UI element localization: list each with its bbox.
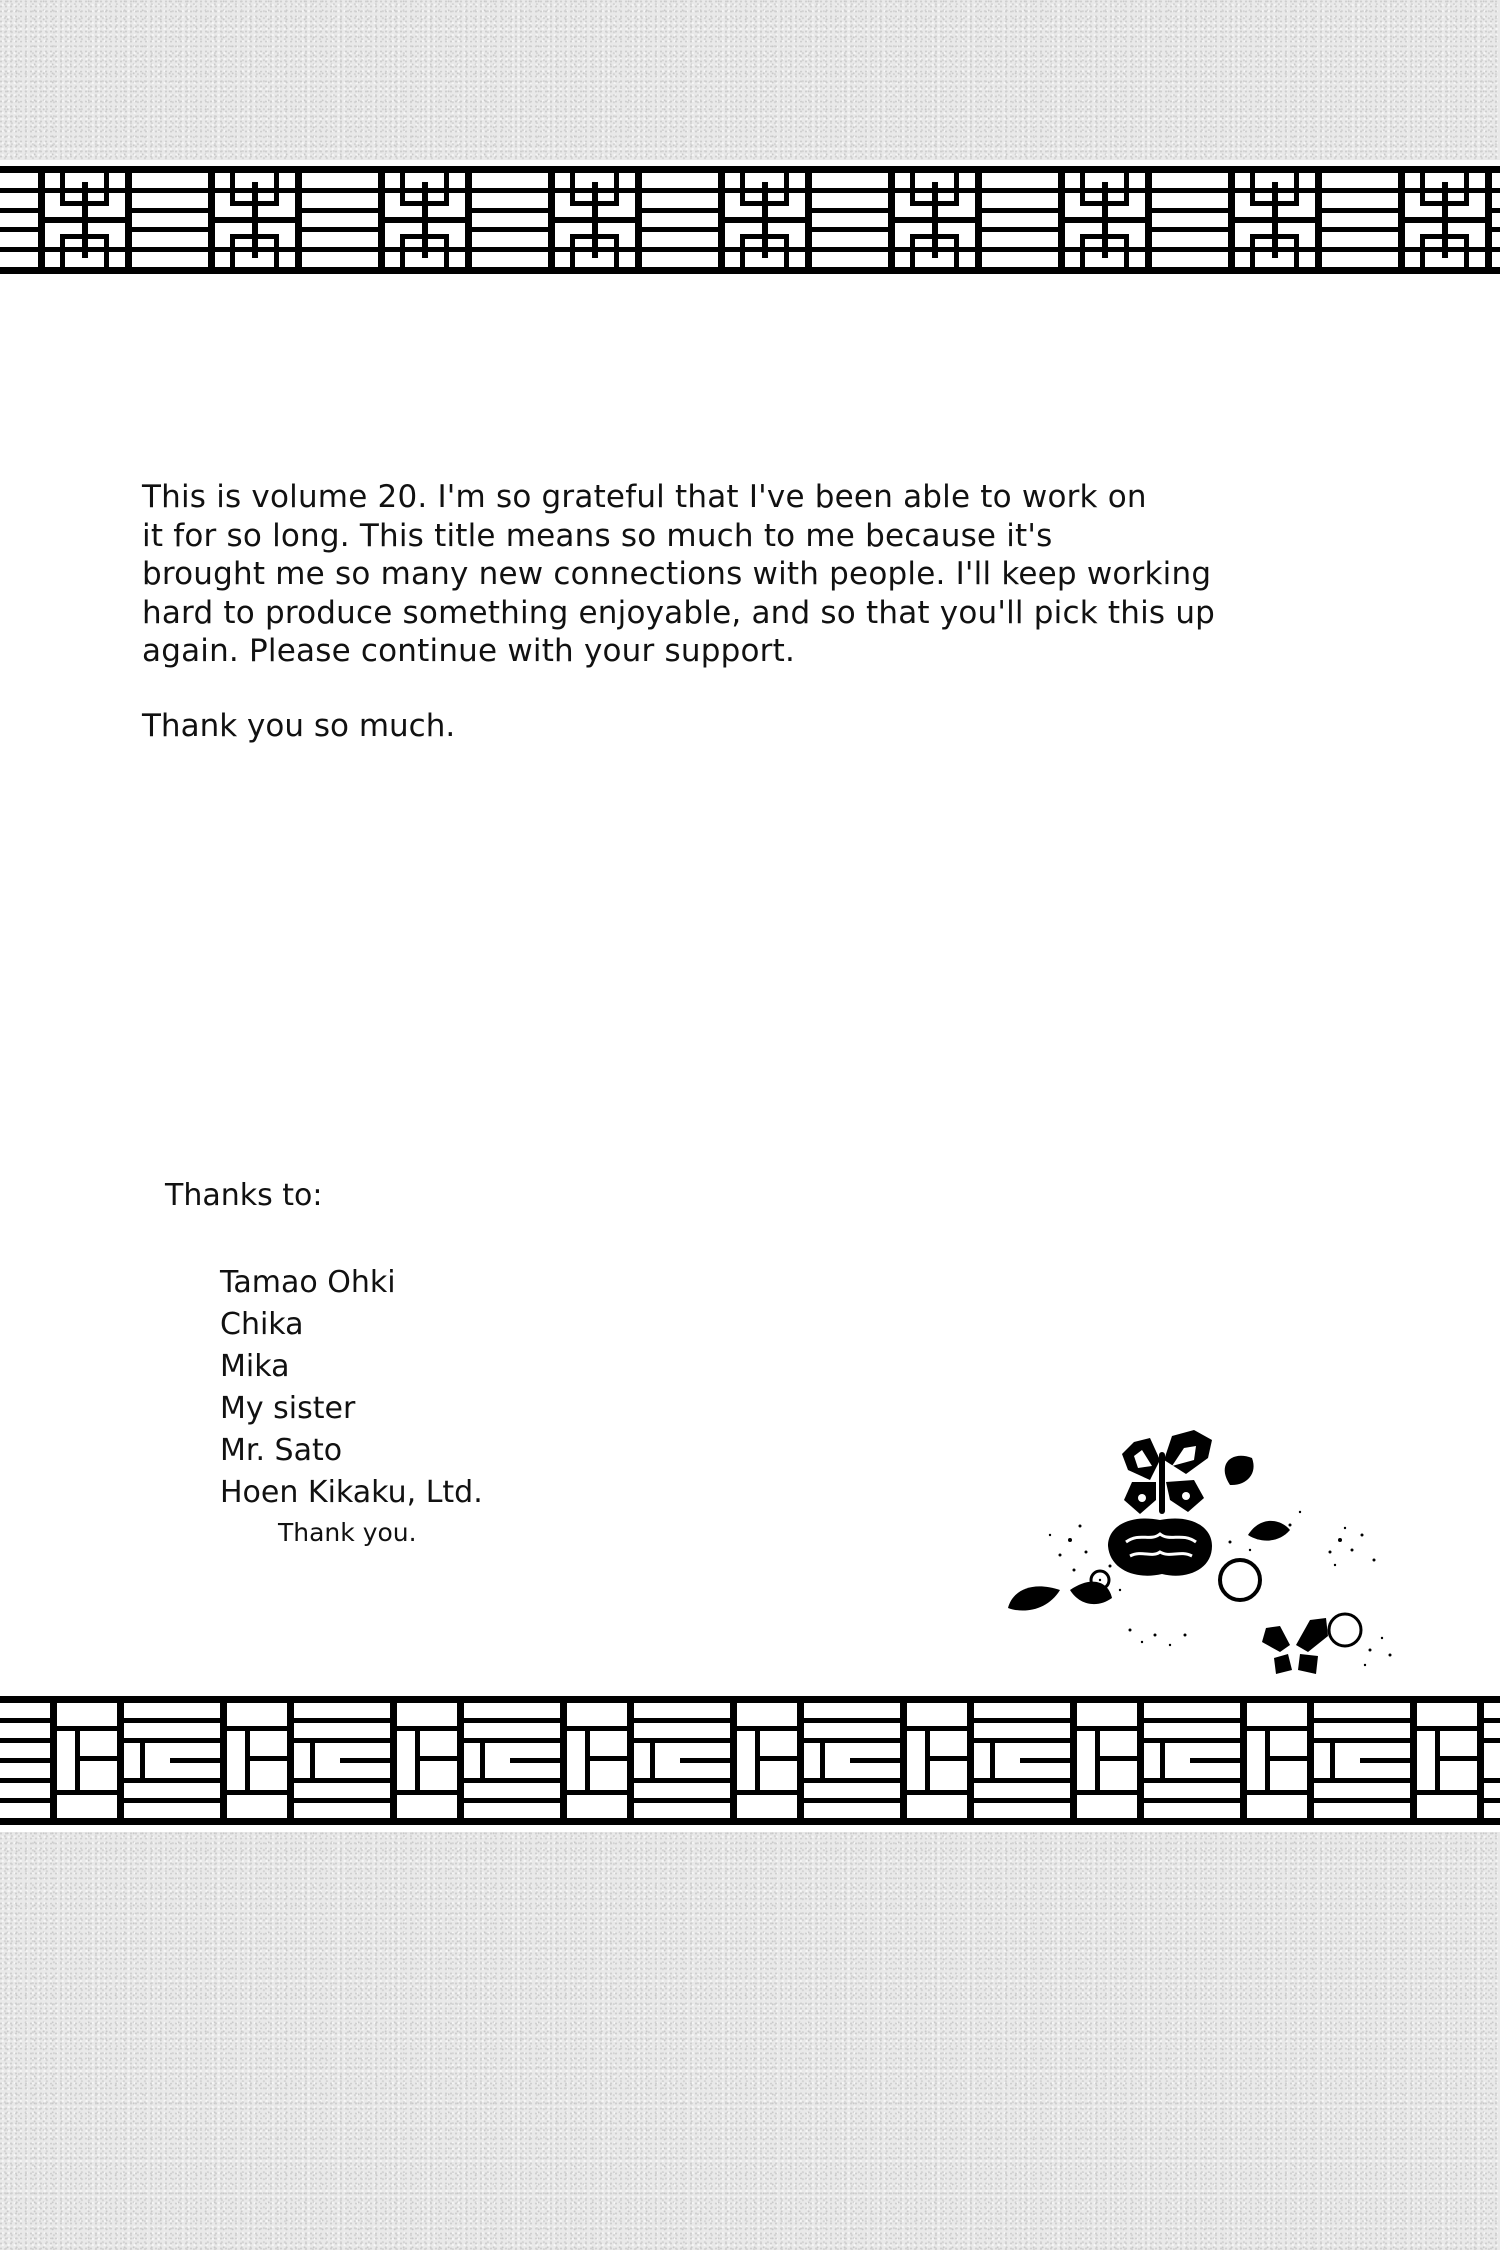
lattice-pattern-bottom-icon: [0, 1690, 1500, 1832]
credits-heading: Thanks to:: [165, 1178, 323, 1213]
credit-name: Mika: [220, 1349, 290, 1384]
lattice-border-top: [0, 160, 1500, 280]
credit-name: Hoen Kikaku, Ltd.: [220, 1475, 483, 1510]
butterfly-flower-illustration: [990, 1430, 1410, 1680]
credit-name: Mr. Sato: [220, 1433, 343, 1468]
afterword-text: This is volume 20. I'm so grateful that I've been able to work on it for so long. This title means so much to me because it's brought me so many new connections with people. I'll keep working hard to produce something enjoyable, and so that you'll pick this up again. Please continue with your support.: [142, 479, 1216, 669]
speckled-background-bottom: [0, 1832, 1500, 2250]
credits-signoff: Thank you.: [278, 1518, 417, 1547]
lattice-border-bottom: [0, 1690, 1500, 1832]
credit-name: Tamao Ohki: [220, 1265, 396, 1300]
afterword-closing: Thank you so much.: [142, 708, 456, 744]
credit-name: Chika: [220, 1307, 304, 1342]
lattice-pattern-top-icon: [0, 160, 1500, 280]
butterfly-icon: [990, 1430, 1410, 1680]
credit-name: My sister: [220, 1391, 356, 1426]
speckled-background-top: [0, 0, 1500, 160]
credits-list: [220, 1262, 483, 1514]
